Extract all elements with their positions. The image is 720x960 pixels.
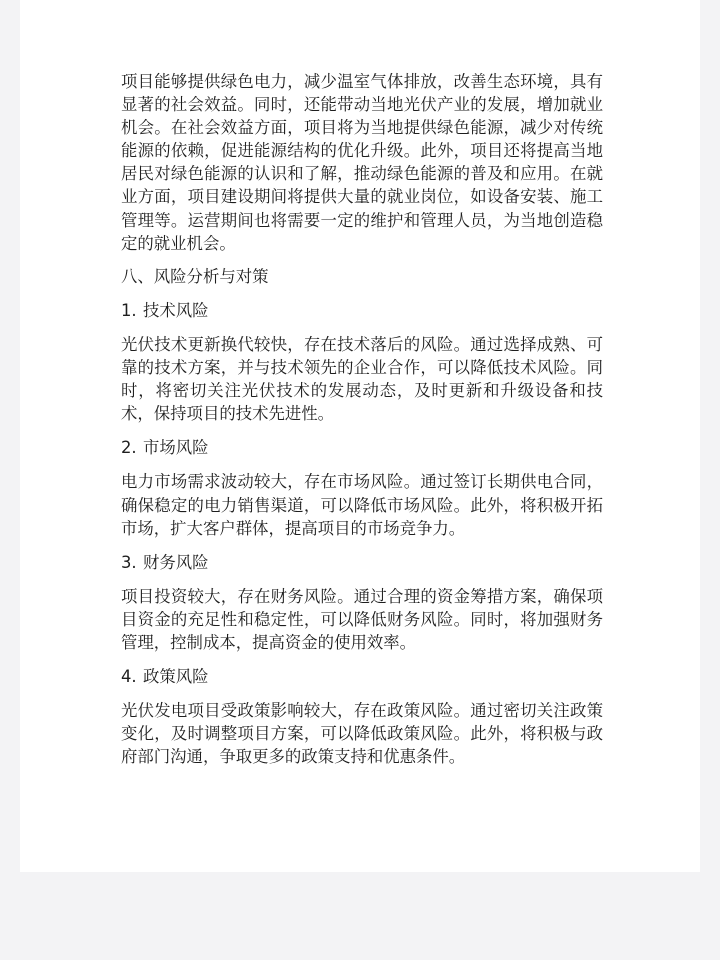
risk-title: 市场风险 [143, 438, 209, 458]
risk-heading-market [121, 436, 603, 459]
risk-paragraph-technical: 光伏技术更新换代较快，存在技术落后的风险。通过选择成熟、可靠的技术方案，并与技术领先的企业合作，可以降低技术风险。同时，将密切关注光伏技术的发展动态，及时更新和升级设备和技术，保持项目的技术先进性。 [121, 334, 603, 424]
intro-paragraph: 项目能够提供绿色电力，减少温室气体排放，改善生态环境，具有显著的社会效益。同时，还能带动当地光伏产业的发展，增加就业机会。在社会效益方面，项目将为当地提供绿色能源，减少对传统能源的依赖，促进能源结构的优化升级。此外，项目还将提高当地居民对绿色能源的认识和了解，推动绿色能源的普及和应用。在就业方面，项目建设期间将提供大量的就业岗位，如设备安装、施工管理等。运营期间也将需要一定的维护和管理人员，为当地创造稳定的就业机会。 [121, 72, 603, 253]
risk-number: 3. [121, 552, 137, 572]
risk-heading-technical [121, 299, 603, 322]
risk-number: 2. [121, 438, 137, 458]
risk-paragraph-policy: 光伏发电项目受政策影响较大，存在政策风险。通过密切关注政策变化，及时调整项目方案，可以降低政策风险。此外，将积极与政府部门沟通，争取更多的政策支持和优惠条件。 [121, 701, 603, 767]
risk-title: 技术风险 [143, 300, 209, 320]
risk-number: 1. [121, 300, 137, 320]
risk-title: 财务风险 [143, 552, 209, 572]
risk-paragraph-financial: 项目投资较大，存在财务风险。通过合理的资金筹措方案，确保项目资金的充足性和稳定性，可以降低财务风险。同时，将加强财务管理，控制成本，提高资金的使用效率。 [121, 586, 603, 652]
document-body [121, 70, 603, 768]
risk-title: 政策风险 [143, 667, 209, 687]
section-title: 八、风险分析与对策 [121, 266, 269, 286]
risk-heading-policy [121, 665, 603, 688]
risk-heading-financial [121, 551, 603, 574]
risk-paragraph-market: 电力市场需求波动较大，存在市场风险。通过签订长期供电合同，确保稳定的电力销售渠道，可以降低市场风险。此外，将积极开拓市场，扩大客户群体，提高项目的市场竞争力。 [121, 472, 603, 538]
risk-number: 4. [121, 667, 137, 687]
document-page [20, 0, 700, 872]
